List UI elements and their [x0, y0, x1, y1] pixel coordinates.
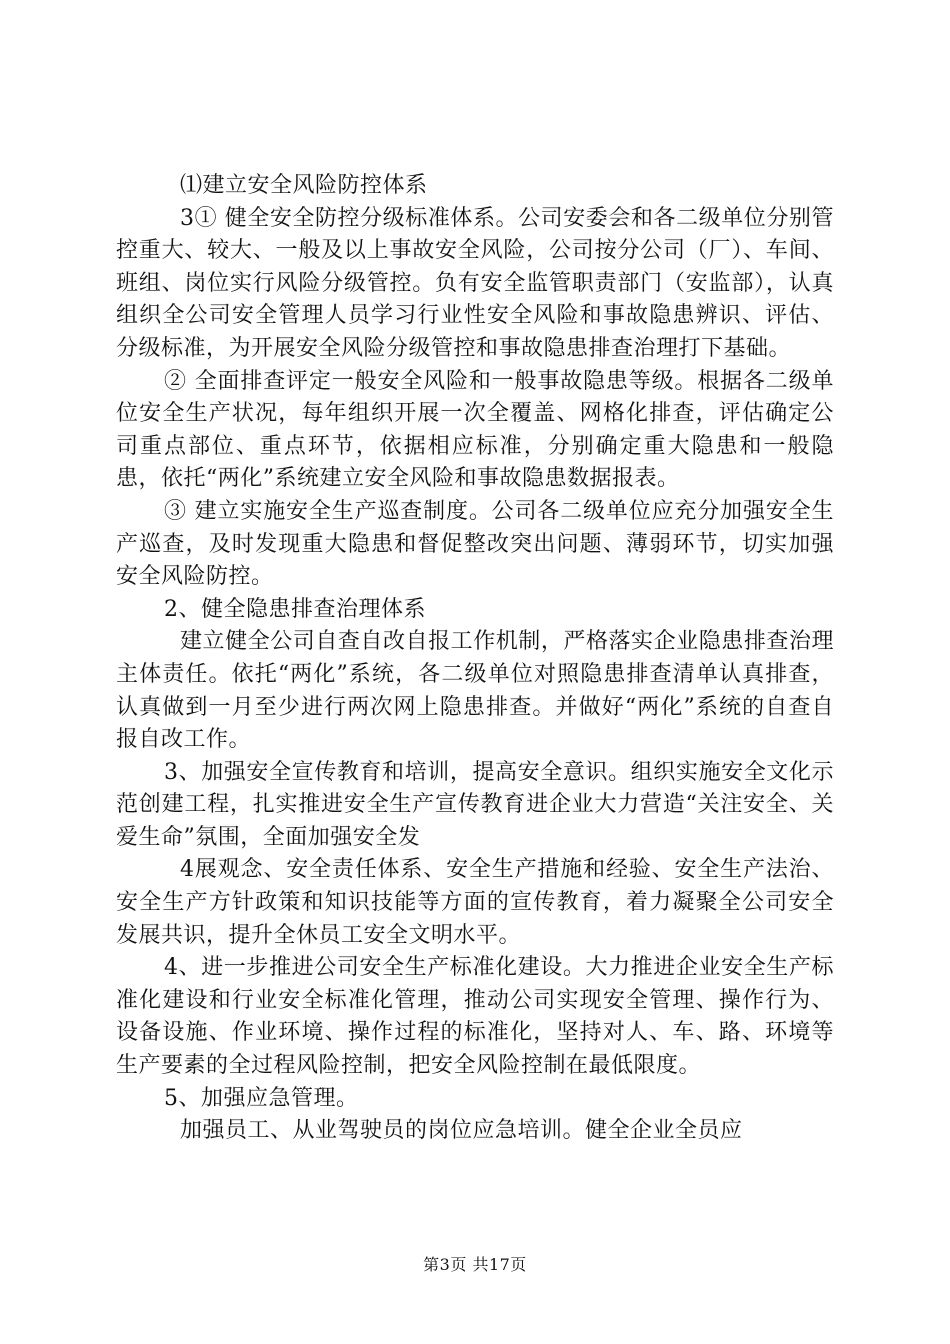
- section-heading: 5、加强应急管理。: [164, 1085, 359, 1111]
- paragraph: ② 全面排查评定一般安全风险和一般事故隐患等级。根据各二级单位安全生产状况，每年组织开展一次全覆盖、网格化排查，评估确定公司重点部位、重点环节，依据相应标准，分别确定重大隐患和一般隐患，依托“两化”系统建立安全风险和事故隐患数据报表。: [116, 368, 834, 492]
- paragraph: 3、加强安全宣传教育和培训，提高安全意识。组织实施安全文化示范创建工程，扎实推进安全生产宣传教育进企业大力营造“关注安全、关爱生命”氛围，全面加强安全发: [116, 759, 834, 850]
- paragraph: 4展观念、安全责任体系、安全生产措施和经验、安全生产法治、安全生产方针政策和知识技能等方面的宣传教育，着力凝聚全公司安全发展共识，提升全休员工安全文明水平。: [116, 857, 834, 948]
- page-number-label: 第3页 共17页: [423, 1255, 527, 1274]
- section-heading: ⑴建立安全风险防控体系: [180, 173, 428, 198]
- paragraph: 建立健全公司自查自改自报工作机制，严格落实企业隐患排查治理主体责任。依托“两化”系统，各二级单位对照隐患排查清单认真排查，认真做到一月至少进行两次网上隐患排查。并做好“两化”系统的自查自报自改工作。: [116, 629, 834, 753]
- paragraph: ③ 建立实施安全生产巡查制度。公司各二级单位应充分加强安全生产巡查，及时发现重大隐患和督促整改突出问题、薄弱环节，切实加强安全风险防控。: [116, 498, 834, 590]
- document-body: [116, 170, 834, 1148]
- paragraph: 加强员工、从业驾驶员的岗位应急培训。健全企业全员应: [180, 1118, 743, 1144]
- page-footer: [0, 1255, 950, 1275]
- paragraph: 3① 健全安全防控分级标准体系。公司安委会和各二级单位分别管控重大、较大、一般及以上事故安全风险，公司按分公司（厂）、车间、班组、岗位实行风险分级管控。负有安全监管职责部门（安监部），认真组织全公司安全管理人员学习行业性安全风险和事故隐患辨识、评估、分级标准，为开展安全风险分级管控和事故隐患排查治理打下基础。: [116, 205, 834, 361]
- paragraph: 4、进一步推进公司安全生产标准化建设。大力推进企业安全生产标准化建设和行业安全标准化管理，推动公司实现安全管理、操作行为、设备设施、作业环境、操作过程的标准化，坚持对人、车、路、环境等生产要素的全过程风险控制，把安全风险控制在最低限度。: [116, 955, 834, 1079]
- section-heading: 2、健全隐患排查治理体系: [164, 596, 426, 622]
